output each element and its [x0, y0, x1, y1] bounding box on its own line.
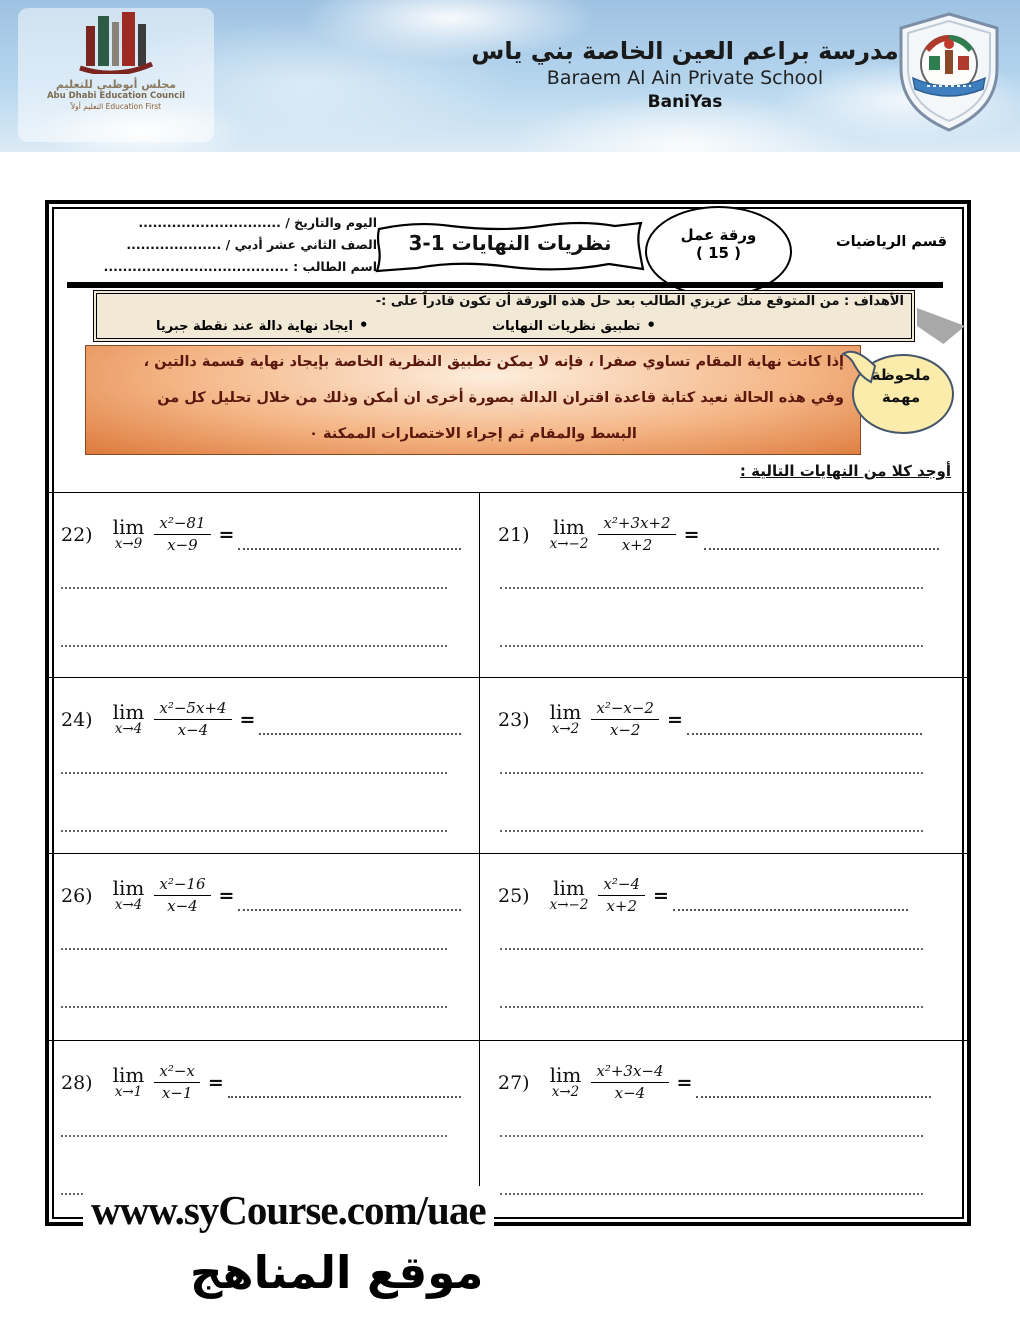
problem-number: 23) [498, 708, 530, 731]
fraction [598, 515, 675, 554]
numerator: x²−5x+4 [154, 700, 231, 720]
equals-sign: = [666, 708, 683, 731]
problem-cell-24 [49, 677, 480, 853]
note-line-2: وفي هذه الحالة نعيد كتابة قاعدة اقتران الدالة بصورة أخرى ان أمكن وذلك من خلال تحليل كل من [157, 390, 844, 406]
fraction [154, 700, 231, 739]
answer-blank [228, 1096, 461, 1098]
objectives-box [93, 290, 915, 342]
lim-label: lim [549, 700, 582, 724]
answer-blank [238, 909, 461, 911]
objective-item-2-label: ايجاد نهاية دالة عند نقطة جبريا [156, 319, 353, 334]
problem-number: 21) [498, 523, 530, 546]
numerator: x²−x−2 [591, 700, 659, 720]
equals-sign: = [207, 1071, 224, 1094]
lim-approach: x→2 [551, 1084, 580, 1100]
school-name-block [470, 36, 900, 113]
lim-label: lim [112, 876, 145, 900]
lim-approach: x→9 [114, 536, 143, 552]
denominator: x−2 [609, 721, 641, 739]
objectives-box-shadow [917, 304, 965, 344]
footer-site-name: موقع المناهج [190, 1246, 484, 1299]
problems-table [49, 492, 967, 1222]
limit-operator [113, 702, 145, 737]
note-line-1: إذا كانت نهاية المقام تساوي صفرا ، فإنه لا يمكن تطبيق النظرية الخاصة بإيجاد نهاية قسمة دالتين ، [143, 354, 844, 370]
problem-number: 24) [61, 708, 93, 731]
problem-cell-21 [480, 492, 967, 677]
problem-22 [61, 515, 461, 554]
problem-23 [498, 700, 941, 739]
denominator: x−4 [177, 721, 209, 739]
problem-cell-25 [480, 853, 967, 1040]
work-line [500, 830, 923, 832]
problem-25 [498, 876, 941, 915]
note-badge-line1: ملحوظة [871, 366, 931, 384]
lim-approach: x→4 [114, 721, 143, 737]
limit-operator [113, 1065, 145, 1100]
limit-operator [550, 702, 582, 737]
school-branch: BaniYas [647, 92, 723, 112]
equals-sign: = [683, 523, 700, 546]
work-line [61, 587, 447, 589]
watermark-url: www.syCourse.com/uae [83, 1186, 494, 1234]
answer-blank [704, 548, 939, 550]
problem-number: 27) [498, 1071, 530, 1094]
lim-approach: x→1 [114, 1084, 143, 1100]
lim-approach: x→−2 [549, 536, 589, 552]
problem-cell-26 [49, 853, 480, 1040]
work-line [500, 948, 923, 950]
problem-number: 22) [61, 523, 93, 546]
problem-number: 28) [61, 1071, 93, 1094]
problem-21 [498, 515, 941, 554]
note-badge-text [851, 364, 951, 408]
work-line [500, 1006, 923, 1008]
work-line [500, 1135, 923, 1137]
fraction [591, 1063, 668, 1102]
header-separator [67, 282, 943, 288]
lim-approach: x→−2 [549, 897, 589, 913]
adec-slogan: التعليم أولاً Education First [70, 102, 162, 111]
answer-blank [696, 1096, 931, 1098]
work-line [500, 772, 923, 774]
problem-cell-22 [49, 492, 480, 677]
numerator: x²+3x+2 [598, 515, 675, 535]
fraction [598, 876, 645, 915]
work-line [500, 1193, 923, 1195]
lim-label: lim [553, 876, 585, 900]
sky-banner [0, 0, 1020, 152]
note-badge-line2: مهمة [881, 388, 921, 406]
lim-label: lim [112, 700, 145, 724]
adec-name-english: Abu Dhabi Education Council [46, 91, 186, 101]
problem-26 [61, 876, 461, 915]
student-info-fields [87, 212, 377, 278]
problem-27 [498, 1063, 941, 1102]
numerator: x²−81 [154, 515, 210, 535]
adec-logo-mark-icon [68, 10, 164, 74]
answer-blank [259, 733, 461, 735]
lim-label: lim [553, 515, 585, 539]
answer-blank [673, 909, 908, 911]
school-name-arabic: مدرسة براعم العين الخاصة بني ياس [471, 37, 899, 65]
problem-cell-23 [480, 677, 967, 853]
equals-sign: = [218, 884, 235, 907]
lim-approach: x→2 [551, 721, 580, 737]
problem-28 [61, 1063, 461, 1102]
fraction [154, 876, 210, 915]
denominator: x−1 [161, 1084, 193, 1102]
equals-sign: = [676, 1071, 693, 1094]
lesson-title: نظريات النهايات 1-3 [408, 231, 612, 255]
note-line-3: البسط والمقام ثم إجراء الاختصارات الممكنة ٠ [309, 426, 637, 442]
limit-operator [113, 517, 145, 552]
objective-item-1-label: تطبيق نظريات النهايات [492, 319, 641, 334]
school-shield-icon [893, 10, 1005, 134]
work-line [500, 645, 923, 647]
problem-24 [61, 700, 461, 739]
numerator: x²−4 [598, 876, 645, 896]
problem-number: 26) [61, 884, 93, 907]
lim-label: lim [112, 515, 145, 539]
objective-item-1 [492, 316, 656, 334]
school-name-english: Baraem Al Ain Private School [546, 67, 824, 89]
bullet-icon: • [358, 316, 369, 334]
instruction-text: أوجد كلا من النهايات التالية : [739, 462, 951, 480]
work-line [500, 587, 923, 589]
problem-number: 25) [498, 884, 530, 907]
equals-sign: = [239, 708, 256, 731]
adec-name-arabic: مجلس أبوظبي للتعليم [55, 78, 177, 91]
numerator: x²+3x−4 [591, 1063, 668, 1083]
denominator: x−4 [614, 1084, 646, 1102]
title-banner [371, 217, 649, 277]
fraction [154, 515, 210, 554]
numerator: x²−16 [154, 876, 210, 896]
answer-blank [687, 733, 922, 735]
note-badge [839, 344, 957, 438]
fraction [154, 1063, 200, 1102]
adec-logo [18, 8, 214, 142]
field-class: الصف الثاني عشر أدبي / .................... [126, 237, 377, 252]
lim-label: lim [549, 1063, 582, 1087]
denominator: x−9 [167, 536, 198, 554]
department-label: قسم الرياضيات [836, 234, 947, 250]
equals-sign: = [653, 884, 669, 907]
important-note-box [85, 345, 861, 455]
worksheet-frame [45, 200, 971, 1226]
limit-operator [550, 878, 589, 913]
problem-cell-27 [480, 1040, 967, 1222]
denominator: x−4 [167, 897, 198, 915]
answer-blank [238, 548, 461, 550]
lim-approach: x→4 [114, 897, 143, 913]
work-line [61, 772, 447, 774]
denominator: x+2 [606, 897, 637, 915]
bullet-icon: • [646, 316, 656, 334]
objective-item-2 [156, 316, 369, 334]
work-line [61, 830, 447, 832]
work-line [61, 948, 447, 950]
lim-label: lim [112, 1063, 145, 1087]
numerator: x²−x [154, 1063, 200, 1083]
denominator: x+2 [621, 536, 653, 554]
worksheet-number: ( 15 ) [695, 244, 742, 262]
fraction [591, 700, 659, 739]
work-line [61, 645, 447, 647]
work-line [61, 1006, 447, 1008]
worksheet-label: ورقة عمل [680, 226, 757, 244]
limit-operator [113, 878, 145, 913]
limit-operator [550, 517, 589, 552]
objectives-heading: الأهداف : من المتوقع منك عزيزي الطالب بعد حل هذه الورقة أن تكون قادراً على :- [375, 294, 904, 309]
work-line [61, 1135, 447, 1137]
limit-operator [550, 1065, 582, 1100]
equals-sign: = [218, 523, 235, 546]
field-student-name: اسم الطالب : ....................................... [103, 259, 377, 274]
field-day-date: اليوم والتاريخ / .............................. [138, 215, 377, 230]
